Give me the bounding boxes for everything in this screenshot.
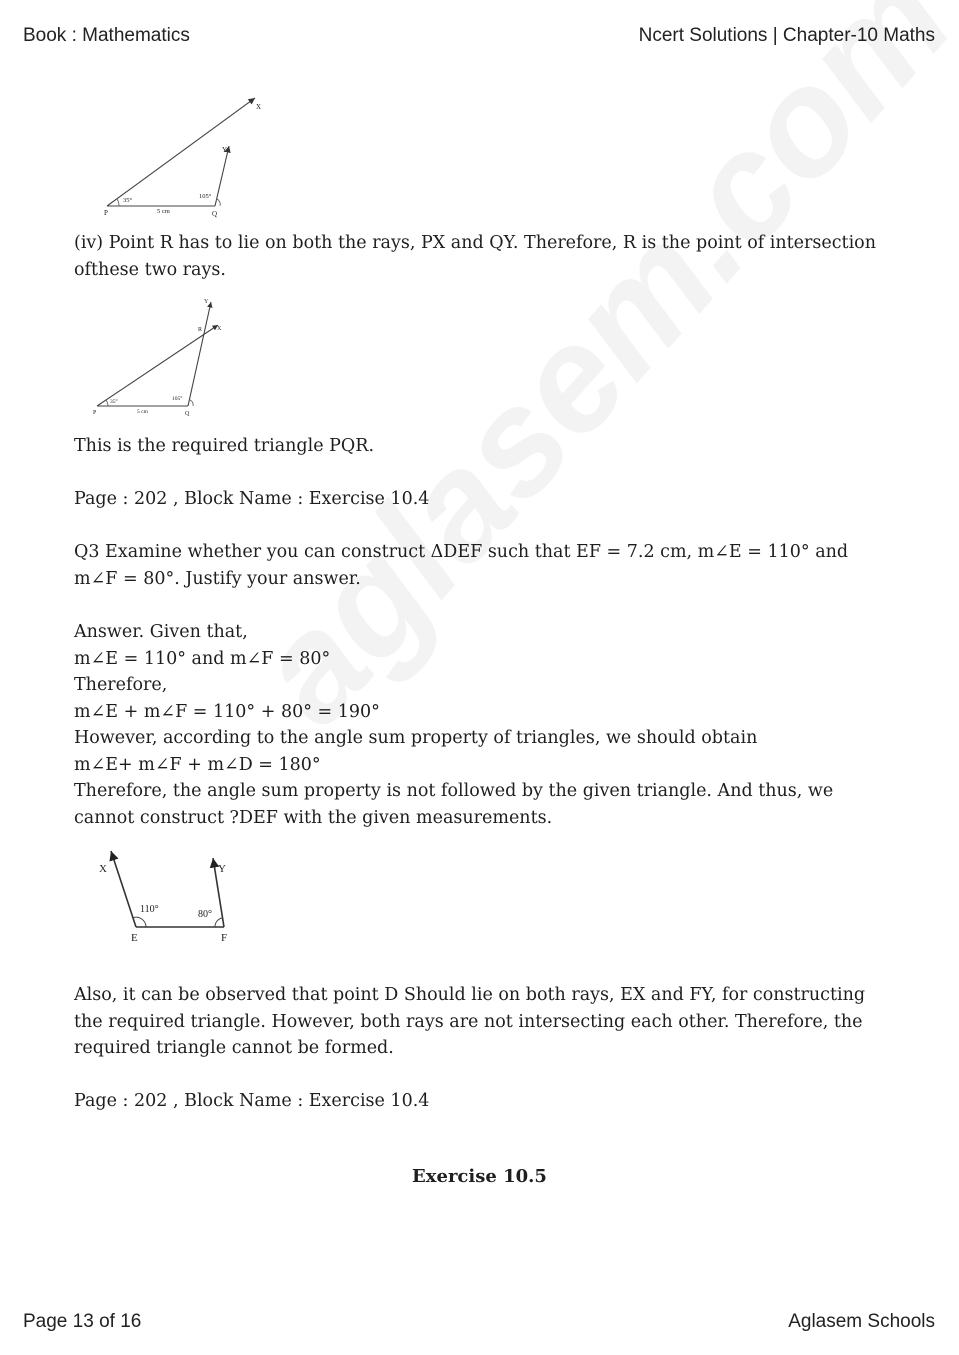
answer-line: However, according to the angle sum property of triangles, we should obtain xyxy=(74,728,758,748)
figure-rays-px-qy xyxy=(95,92,275,222)
angle-p-label: 35° xyxy=(123,197,133,204)
step-iv-text: (iv) Point R has to lie on both the rays, PX and QY. Therefore, R is the point of intersection ofthese two rays. xyxy=(74,233,876,280)
header-chapter-title: Ncert Solutions | Chapter-10 Maths xyxy=(638,25,935,46)
answer-line: m∠E + m∠F = 110° + 80° = 190° xyxy=(74,701,380,722)
page-reference: Page : 202 , Block Name : Exercise 10.4 xyxy=(74,489,430,509)
label-x: X xyxy=(99,863,107,875)
observation-text: Also, it can be observed that point D Should lie on both rays, EX and FY, for constructing the required triangle. However, both rays are not intersecting each other. Therefore, the required triangle cannot be formed. xyxy=(74,985,866,1058)
answer-line: m∠E = 110° and m∠F = 80° xyxy=(74,648,331,669)
label-y: Y xyxy=(204,299,209,305)
base-length-label: 5 cm xyxy=(137,409,148,415)
label-p: P xyxy=(104,209,108,217)
question-3: Q3 Examine whether you can construct ΔDEF such that EF = 7.2 cm, m∠E = 110° and m∠F = 80°. Justify your answer. xyxy=(74,542,849,589)
required-triangle-text: This is the required triangle PQR. xyxy=(74,436,375,456)
answer-block xyxy=(74,619,884,831)
label-q: Q xyxy=(212,210,218,218)
angle-q-label: 105° xyxy=(172,396,183,402)
header-book-title: Book : Mathematics xyxy=(23,25,190,46)
footer-publisher: Aglasem Schools xyxy=(788,1311,935,1332)
figure-triangle-pqr xyxy=(88,294,238,419)
label-p: P xyxy=(93,410,97,416)
footer-page-number: Page 13 of 16 xyxy=(23,1311,142,1332)
angle-f-label: 80° xyxy=(198,909,212,920)
label-y: Y xyxy=(222,146,228,154)
label-y: Y xyxy=(218,863,226,875)
answer-line: Therefore, xyxy=(74,675,168,695)
label-f: F xyxy=(221,932,228,944)
angle-p-label: 35° xyxy=(110,399,118,405)
label-x: X xyxy=(256,103,262,111)
exercise-heading: Exercise 10.5 xyxy=(412,1166,547,1187)
label-q: Q xyxy=(185,411,190,417)
angle-q-label: 105° xyxy=(199,193,212,200)
page-reference: Page : 202 , Block Name : Exercise 10.4 xyxy=(74,1091,430,1111)
figure-rays-ex-fy xyxy=(94,845,244,945)
answer-line: Answer. Given that, xyxy=(74,622,248,642)
answer-line: Therefore, the angle sum property is not followed by the given triangle. And thus, we cannot construct ?DEF with the given measurements. xyxy=(74,781,834,828)
label-r: R xyxy=(198,327,203,333)
label-e: E xyxy=(131,932,138,944)
base-length-label: 5 cm xyxy=(157,208,170,215)
angle-e-label: 110° xyxy=(140,904,159,915)
answer-line: m∠E+ m∠F + m∠D = 180° xyxy=(74,754,321,775)
label-x: X xyxy=(217,326,222,332)
